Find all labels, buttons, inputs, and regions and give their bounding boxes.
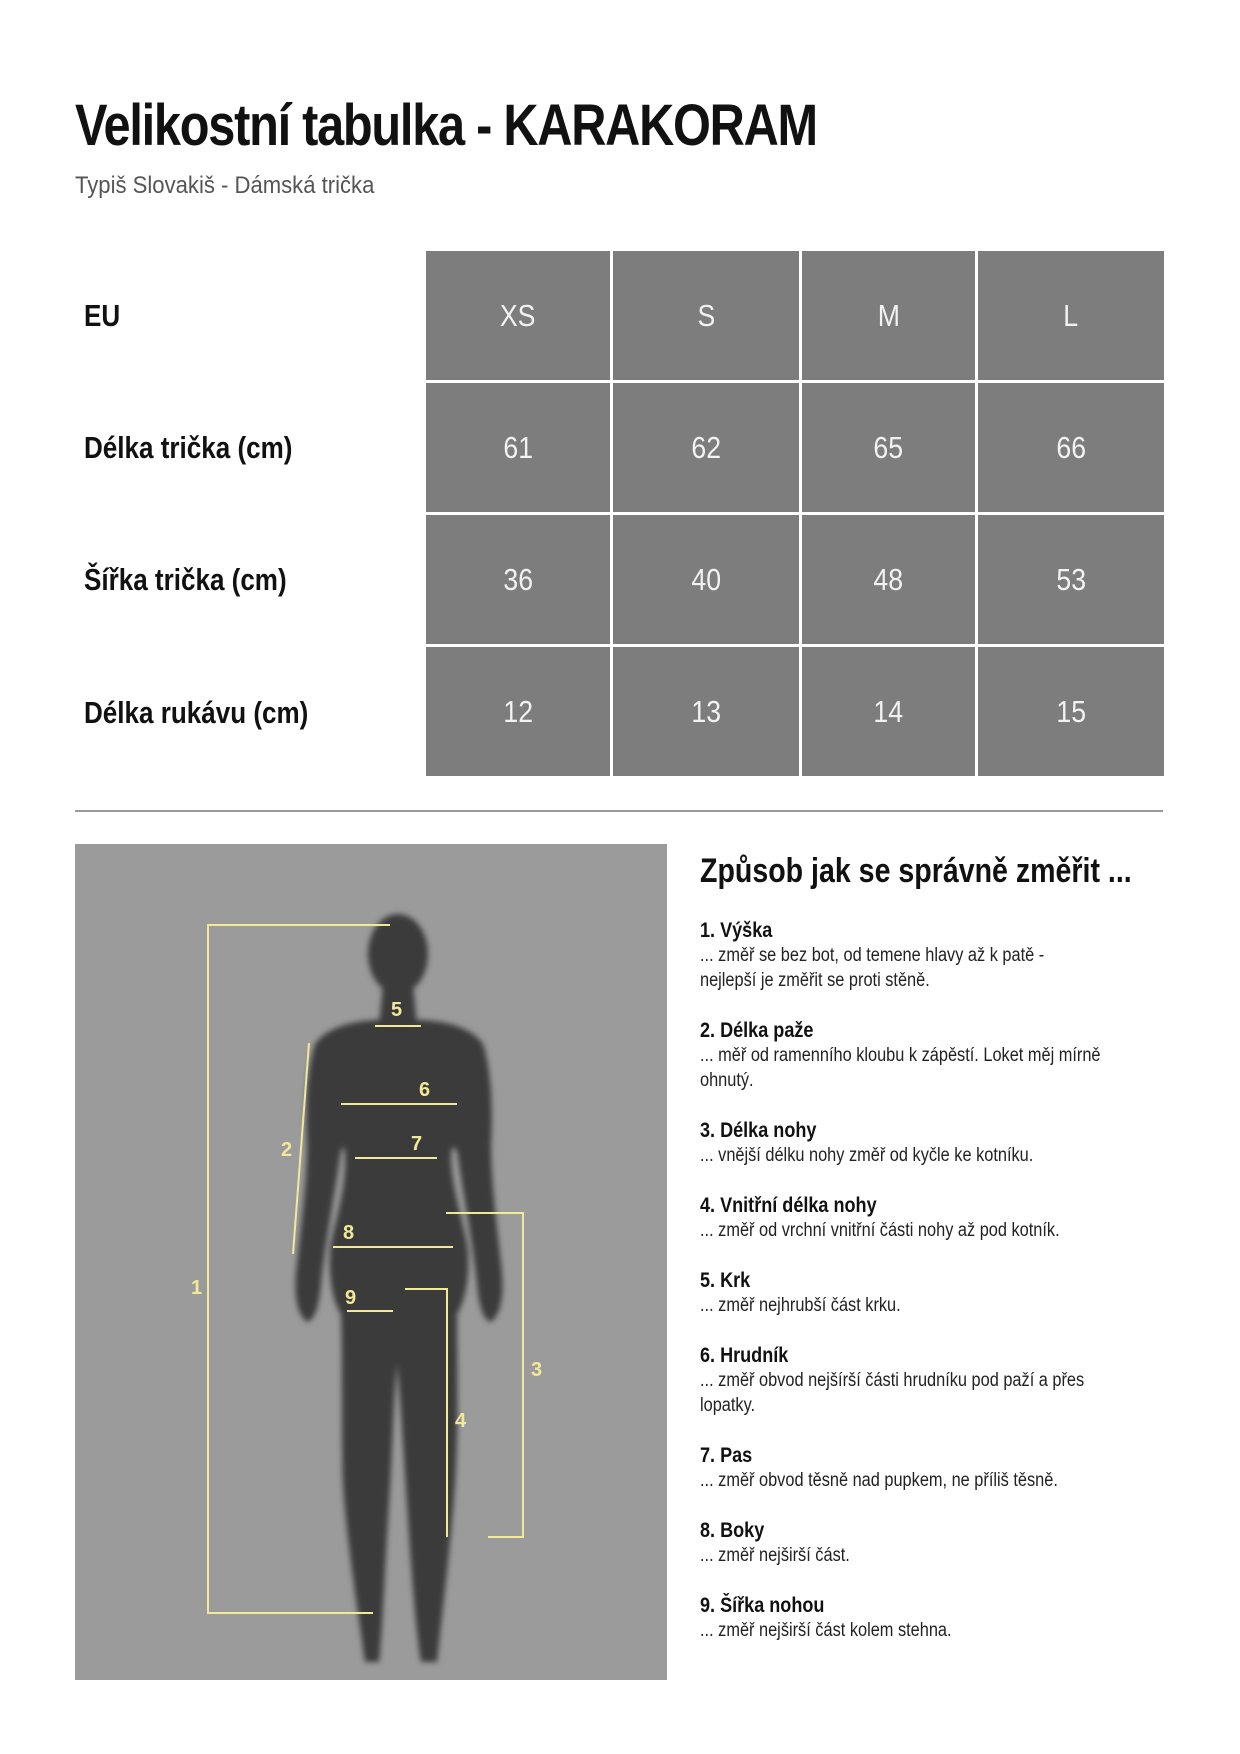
list-item (700, 1018, 1190, 1118)
table-cell: L (978, 251, 1164, 380)
step-description: ... změř nejširší část kolem stehna. (700, 1620, 952, 1641)
guide-heading: Způsob jak se správně změřit ... (700, 852, 1132, 890)
list-item (700, 1518, 1190, 1593)
measurement-label-7: 7 (411, 1133, 423, 1155)
row-label-length: Délka trička (cm) (84, 430, 293, 465)
page-subtitle: Typiš Slovakiš - Dámská trička (75, 172, 375, 199)
list-item (700, 1268, 1190, 1343)
table-cell: 61 (426, 383, 610, 512)
table-row (426, 647, 1164, 776)
step-description: ... změř nejširší část. (700, 1545, 850, 1566)
table-cell: 53 (978, 515, 1164, 644)
body-measurement-illustration (75, 844, 667, 1680)
table-row (426, 515, 1164, 644)
table-cell: 15 (978, 647, 1164, 776)
measurement-label-9: 9 (345, 1287, 357, 1309)
measurement-label-3: 3 (531, 1359, 543, 1381)
table-cell: 13 (613, 647, 799, 776)
step-title: 1. Výška (700, 919, 773, 942)
step-title: 5. Krk (700, 1269, 751, 1292)
step-title: 8. Boky (700, 1519, 765, 1542)
page-title: Velikostní tabulka - KARAKORAM (75, 93, 817, 158)
step-title: 2. Délka paže (700, 1019, 814, 1042)
section-divider (75, 810, 1163, 812)
measurement-label-8: 8 (343, 1222, 355, 1244)
table-cell: 66 (978, 383, 1164, 512)
size-table (423, 248, 1167, 779)
step-description: ... změř se bez bot, od temene hlavy až k patě - nejlepší je změřit se proti stěně. (700, 945, 1045, 991)
measurement-figure-panel (75, 844, 667, 1680)
measurement-label-6: 6 (419, 1079, 431, 1101)
table-cell: 14 (802, 647, 975, 776)
table-cell: 40 (613, 515, 799, 644)
row-label-eu: EU (84, 298, 121, 333)
table-cell: 36 (426, 515, 610, 644)
measurement-steps (700, 918, 1190, 1668)
table-cell: 48 (802, 515, 975, 644)
row-label-sleeve: Délka rukávu (cm) (84, 695, 309, 730)
table-cell: XS (426, 251, 610, 380)
table-cell: 65 (802, 383, 975, 512)
measurement-label-5: 5 (391, 999, 403, 1021)
table-cell: M (802, 251, 975, 380)
step-description: ... změř obvod těsně nad pupkem, ne příliš těsně. (700, 1470, 1058, 1491)
step-title: 9. Šířka nohou (700, 1594, 825, 1617)
list-item (700, 918, 1190, 1018)
measurement-label-4: 4 (455, 1410, 467, 1432)
list-item (700, 1593, 1190, 1668)
step-title: 3. Délka nohy (700, 1119, 817, 1142)
list-item (700, 1118, 1190, 1193)
table-cell: S (613, 251, 799, 380)
step-title: 7. Pas (700, 1444, 753, 1467)
step-description: ... vnější délku nohy změř od kyčle ke kotníku. (700, 1145, 1034, 1166)
step-title: 6. Hrudník (700, 1344, 789, 1367)
measurement-label-1: 1 (191, 1277, 203, 1299)
table-cell: 62 (613, 383, 799, 512)
step-description: ... změř obvod nejšírší části hrudníku pod paží a přes lopatky. (700, 1370, 1085, 1416)
list-item (700, 1343, 1190, 1443)
step-title: 4. Vnitřní délka nohy (700, 1194, 877, 1217)
table-cell: 12 (426, 647, 610, 776)
step-description: ... změř nejhrubší část krku. (700, 1295, 901, 1316)
row-label-width: Šířka trička (cm) (84, 562, 287, 597)
table-row (426, 383, 1164, 512)
list-item (700, 1443, 1190, 1518)
step-description: ... měř od ramenního kloubu k zápěstí. Loket měj mírně ohnutý. (700, 1045, 1101, 1091)
list-item (700, 1193, 1190, 1268)
measurement-label-2: 2 (281, 1139, 293, 1161)
step-description: ... změř od vrchní vnitřní části nohy až pod kotník. (700, 1220, 1060, 1241)
table-row (426, 251, 1164, 380)
